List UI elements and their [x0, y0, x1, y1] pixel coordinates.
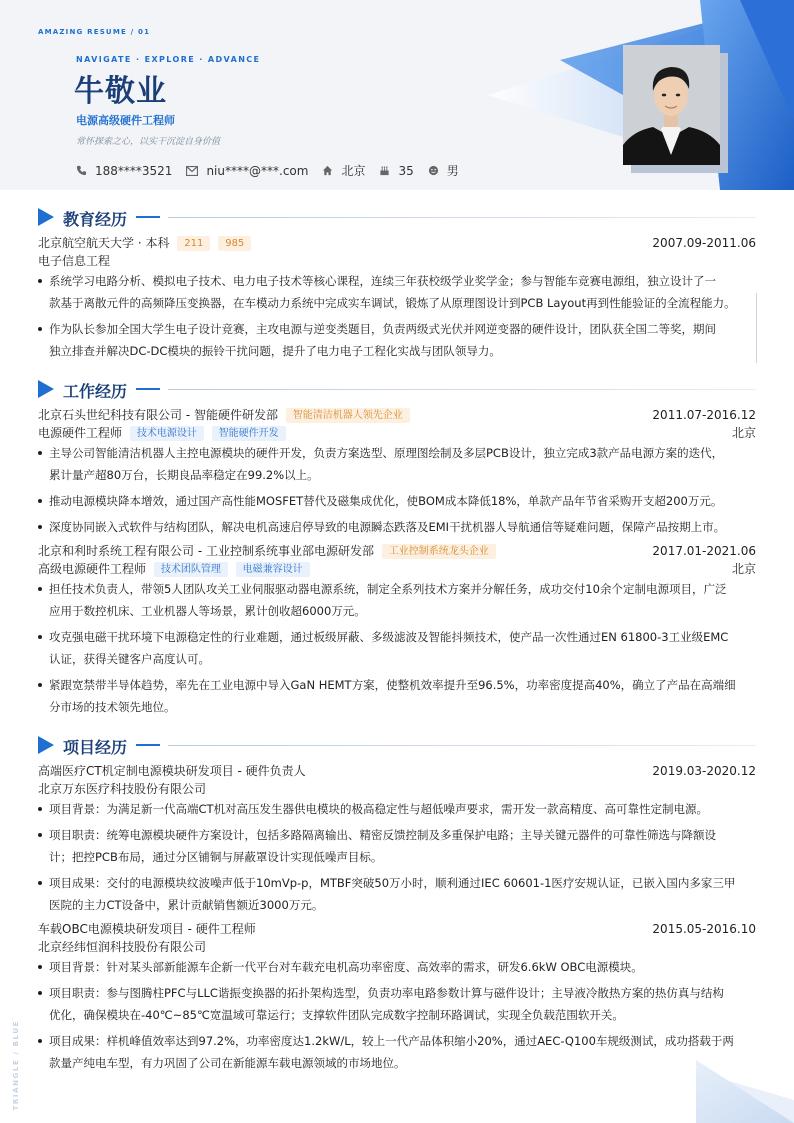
project-name-row: [38, 920, 756, 938]
projects-section-header: [38, 735, 756, 755]
list-item: 担任技术负责人，带领5人团队攻关工业伺服驱动器电源系统，制定全系列技术方案并分解任务，成功交付10余个定制电源项目，广泛 应用于数控机床、工业机器人等场景，累计创收超6000万元。: [38, 578, 756, 622]
project-company-row: [38, 780, 756, 798]
contact-phone-text: 188****3521: [95, 163, 173, 178]
footer-triangle-decoration: [696, 1060, 794, 1123]
project-name: 高端医疗CT机定制电源模块研发项目 - 硬件负责人: [38, 764, 306, 778]
contact-email: [186, 164, 308, 178]
candidate-name: 牛敬业: [74, 74, 167, 109]
job-role: 电源硬件工程师: [38, 426, 123, 440]
role-tag: 技术电源设计: [130, 426, 204, 441]
job-period: 2011.07-2016.12: [652, 408, 756, 422]
job-company-row: [38, 406, 756, 424]
section-triangle-icon: [38, 208, 54, 226]
job-role-row: [38, 560, 756, 578]
company-tag: 智能清洁机器人领先企业: [286, 408, 410, 423]
education-heading: 教育经历: [63, 210, 128, 229]
job-period: 2017.01-2021.06: [652, 544, 756, 558]
list-item: 项目背景：针对某头部新能源车企新一代平台对车载充电机高功率密度、高效率的需求，研发6.6kW OBC电源模块。: [38, 956, 756, 978]
contact-city-text: 北京: [341, 164, 366, 178]
section-triangle-icon: [38, 380, 54, 398]
school-tag-985: 985: [218, 236, 251, 251]
project-name-row: [38, 762, 756, 780]
school-tag-211: 211: [177, 236, 210, 251]
education-school: 北京航空航天大学 · 本科: [38, 236, 170, 250]
job-city: 北京: [731, 426, 756, 440]
section-divider: [168, 745, 756, 746]
resume-tag-top: AMAZING RESUME / 01: [38, 28, 151, 36]
job-bullets: [38, 578, 756, 722]
job-role-row: [38, 424, 756, 442]
role-tag: 智能硬件开发: [212, 426, 286, 441]
contact-age-text: 35: [398, 163, 414, 178]
resume-header: [0, 0, 794, 190]
project-company: 北京经纬恒润科技股份有限公司: [38, 940, 207, 954]
phone-icon: [76, 165, 87, 176]
project-bullets: [38, 956, 756, 1078]
contact-gender-text: 男: [446, 164, 459, 178]
job-company: 北京和利时系统工程有限公司 - 工业控制系统事业部电源研发部: [38, 544, 374, 558]
list-item: 项目职责：参与图腾柱PFC与LLC谐振变换器的拓扑架构选型，负责功率电路参数计算与磁件设计；主导液冷散热方案的热仿真与结构 优化，确保模块在-40℃~85℃宽温域可靠运行；支撑软件团队完成数字控制环路调试，实现全负载范围软开关。: [38, 982, 756, 1026]
job-bullets: [38, 442, 756, 542]
education-school-row: [38, 234, 756, 252]
contact-row: [76, 162, 473, 179]
side-vertical-label: TRIANGLE / BLUE: [12, 1020, 20, 1111]
list-item: 项目背景：为满足新一代高端CT机对高压发生器供电模块的极高稳定性与超低噪声要求，需开发一款高精度、高可靠性定制电源。: [38, 798, 756, 820]
section-divider: [168, 389, 756, 390]
list-item: 攻克强电磁干扰环境下电源稳定性的行业难题，通过板级屏蔽、多级滤波及智能抖频技术，使产品一次性通过EN 61800-3工业级EMC 认证，获得关键客户高度认可。: [38, 626, 756, 670]
cake-icon: [379, 165, 390, 176]
contact-city: [322, 162, 365, 179]
job-role: 高级电源硬件工程师: [38, 562, 147, 576]
education-period: 2007.09-2011.06: [652, 236, 756, 250]
profile-photo: [623, 45, 720, 165]
section-dash: [136, 744, 160, 746]
list-item: 紧跟宽禁带半导体趋势，率先在工业电源中导入GaN HEMT方案，使整机效率提升至96.5%，功率密度提高40%，确立了产品在高端细 分市场的技术领先地位。: [38, 674, 756, 718]
candidate-motto: 常怀探索之心，以实干沉淀自身价值: [76, 137, 221, 147]
section-dash: [136, 216, 160, 218]
project-period: 2019.03-2020.12: [652, 764, 756, 778]
education-bullets: [38, 270, 756, 366]
project-company: 北京万东医疗科技股份有限公司: [38, 782, 207, 796]
role-tag: 电磁兼容设计: [236, 562, 310, 577]
list-item: 系统学习电路分析、模拟电子技术、电力电子技术等核心课程，连续三年获校级学业奖学金；参与智能车竞赛电源组，独立设计了一 款基于离散元件的高频降压变换器，在车模动力系统中完成实车调试，锻炼了从原理图设计到PCB Layout再到性能验证的全流程能力。: [38, 270, 756, 314]
projects-heading: 项目经历: [63, 738, 128, 757]
list-item: 深度协同嵌入式软件与结构团队，解决电机高速启停导致的电源瞬态跌落及EMI干扰机器人导航通信等疑难问题，保障产品按期上市。: [38, 516, 756, 538]
work-section-header: [38, 379, 756, 399]
job-company: 北京石头世纪科技有限公司 - 智能硬件研发部: [38, 408, 278, 422]
job-city: 北京: [731, 562, 756, 576]
list-item: 推动电源模块降本增效，通过国产高性能MOSFET替代及磁集成优化，使BOM成本降低18%，单款产品年节省采购开支超200万元。: [38, 490, 756, 512]
list-item: 主导公司智能清洁机器人主控电源模块的硬件开发，负责方案选型、原理图绘制及多层PCB设计，独立完成3款产品电源方案的迭代， 累计量产超80万台，长期良品率稳定在99.2%以上。: [38, 442, 756, 486]
work-heading: 工作经历: [63, 382, 128, 401]
project-bullets: [38, 798, 756, 920]
role-tag: 技术团队管理: [154, 562, 228, 577]
resume-tag-nav: NAVIGATE · EXPLORE · ADVANCE: [76, 55, 261, 64]
education-major: 电子信息工程: [38, 254, 111, 268]
list-item: 项目成果：样机峰值效率达到97.2%，功率密度达1.2kW/L，较上一代产品体积缩小20%，通过AEC-Q100车规级测试，成功搭载于两 款量产纯电车型，有力巩固了公司在新能源车载电源领域的市场地位。: [38, 1030, 756, 1074]
section-dash: [136, 388, 160, 390]
list-item: 项目职责：统筹电源模块硬件方案设计，包括多路隔离输出、精密反馈控制及多重保护电路；主导关键元器件的可靠性筛选与降额设 计；把控PCB布局，通过分区铺铜与屏蔽罩设计实现低噪声目标。: [38, 824, 756, 868]
profile-photo-portrait: [623, 45, 720, 165]
home-icon: [322, 165, 333, 176]
contact-age: [379, 164, 413, 178]
project-name: 车载OBC电源模块研发项目 - 硬件工程师: [38, 922, 256, 936]
contact-gender: [428, 162, 459, 179]
project-period: 2015.05-2016.10: [652, 922, 756, 936]
job-company-row: [38, 542, 756, 560]
section-divider: [168, 217, 756, 218]
list-item: 项目成果：交付的电源模块纹波噪声低于10mVp-p，MTBF突破50万小时，顺利通过IEC 60601-1医疗安规认证，已嵌入国内多家三甲 医院的主力CT设备中，累计贡献销售额近3000万元。: [38, 872, 756, 916]
section-triangle-icon: [38, 736, 54, 754]
education-major-row: [38, 252, 756, 270]
contact-email-text: niu****@***.com: [206, 163, 309, 178]
education-section-header: [38, 207, 756, 227]
project-company-row: [38, 938, 756, 956]
candidate-title: 电源高级硬件工程师: [76, 114, 175, 127]
company-tag: 工业控制系统龙头企业: [382, 544, 496, 559]
mail-icon: [186, 166, 198, 176]
education-side-bar: [756, 293, 757, 363]
list-item: 作为队长参加全国大学生电子设计竞赛，主攻电源与逆变类题目，负责两级式光伏并网逆变器的硬件设计，团队获全国二等奖，期间 独立排查并解决DC-DC模块的振铃干扰问题，提升了电力电子工程化实战与团队领导力。: [38, 318, 756, 362]
smiley-icon: [428, 165, 439, 176]
contact-phone: [76, 164, 172, 178]
